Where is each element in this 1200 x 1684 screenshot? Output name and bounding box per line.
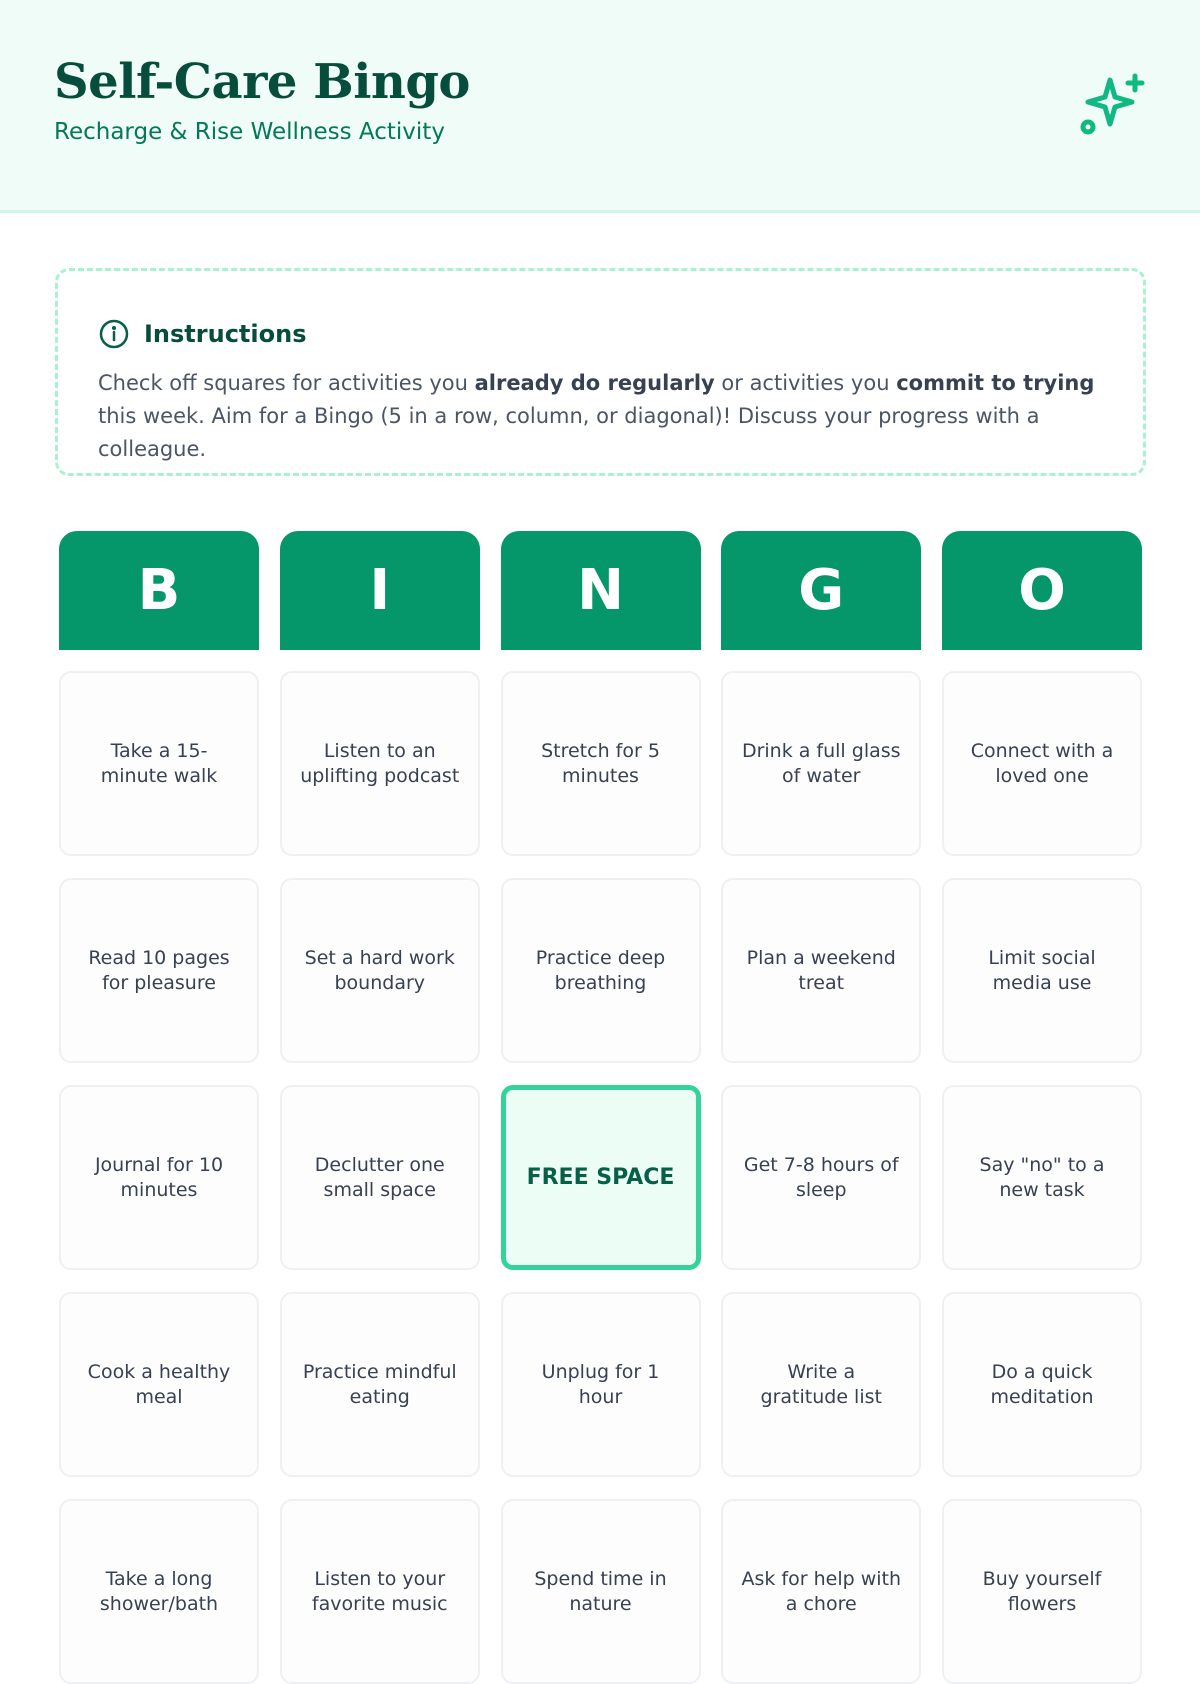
bingo-cell[interactable]: Spend time in nature [501,1499,701,1684]
bingo-letter-b: B [59,531,259,650]
bingo-cell[interactable]: Listen to your favorite music [280,1499,480,1684]
instructions-heading [98,317,306,351]
bingo-cell[interactable]: Set a hard work boundary [280,878,480,1063]
instructions-box [55,268,1146,476]
page-title: Self-Care Bingo [54,54,470,110]
bingo-cell[interactable]: Say "no" to a new task [942,1085,1142,1270]
bingo-cell[interactable]: Journal for 10 minutes [59,1085,259,1270]
bingo-cell[interactable]: Do a quick meditation [942,1292,1142,1477]
bingo-cell[interactable]: Take a 15-minute walk [59,671,259,856]
bingo-cell[interactable]: Limit social media use [942,878,1142,1063]
bingo-cell[interactable]: Stretch for 5 minutes [501,671,701,856]
bingo-letters-row [59,531,1142,650]
bingo-grid [59,671,1142,1684]
bingo-letter-i: I [280,531,480,650]
bingo-letter-n: N [501,531,701,650]
free-space-cell[interactable]: FREE SPACE [501,1085,701,1270]
bingo-cell[interactable]: Listen to an uplifting podcast [280,671,480,856]
bingo-cell[interactable]: Write a gratitude list [721,1292,921,1477]
bingo-cell[interactable]: Connect with a loved one [942,671,1142,856]
bingo-cell[interactable]: Cook a healthy meal [59,1292,259,1477]
bingo-cell[interactable]: Practice deep breathing [501,878,701,1063]
bingo-cell[interactable]: Plan a weekend treat [721,878,921,1063]
instructions-title: Instructions [144,320,307,348]
bingo-cell[interactable]: Get 7-8 hours of sleep [721,1085,921,1270]
instructions-text: Check off squares for activities you already do regularly or activities you commit to trying this week. Aim for a Bingo (5 in a row, column, or diagonal)! Discuss your progress with a colleague. [98,371,1095,461]
page-header [0,0,1200,213]
bingo-cell[interactable]: Buy yourself flowers [942,1499,1142,1684]
info-icon [98,318,130,350]
bingo-cell[interactable]: Ask for help with a chore [721,1499,921,1684]
sparkles-icon [1078,72,1146,140]
page-subtitle: Recharge & Rise Wellness Activity [54,119,445,145]
bingo-cell[interactable]: Read 10 pages for pleasure [59,878,259,1063]
bingo-letter-o: O [942,531,1142,650]
bingo-cell[interactable]: Drink a full glass of water [721,671,921,856]
bingo-cell[interactable]: Unplug for 1 hour [501,1292,701,1477]
bingo-cell[interactable]: Declutter one small space [280,1085,480,1270]
bingo-cell[interactable]: Practice mindful eating [280,1292,480,1477]
bingo-board [59,531,1142,1684]
bingo-letter-g: G [721,531,921,650]
bingo-cell[interactable]: Take a long shower/bath [59,1499,259,1684]
